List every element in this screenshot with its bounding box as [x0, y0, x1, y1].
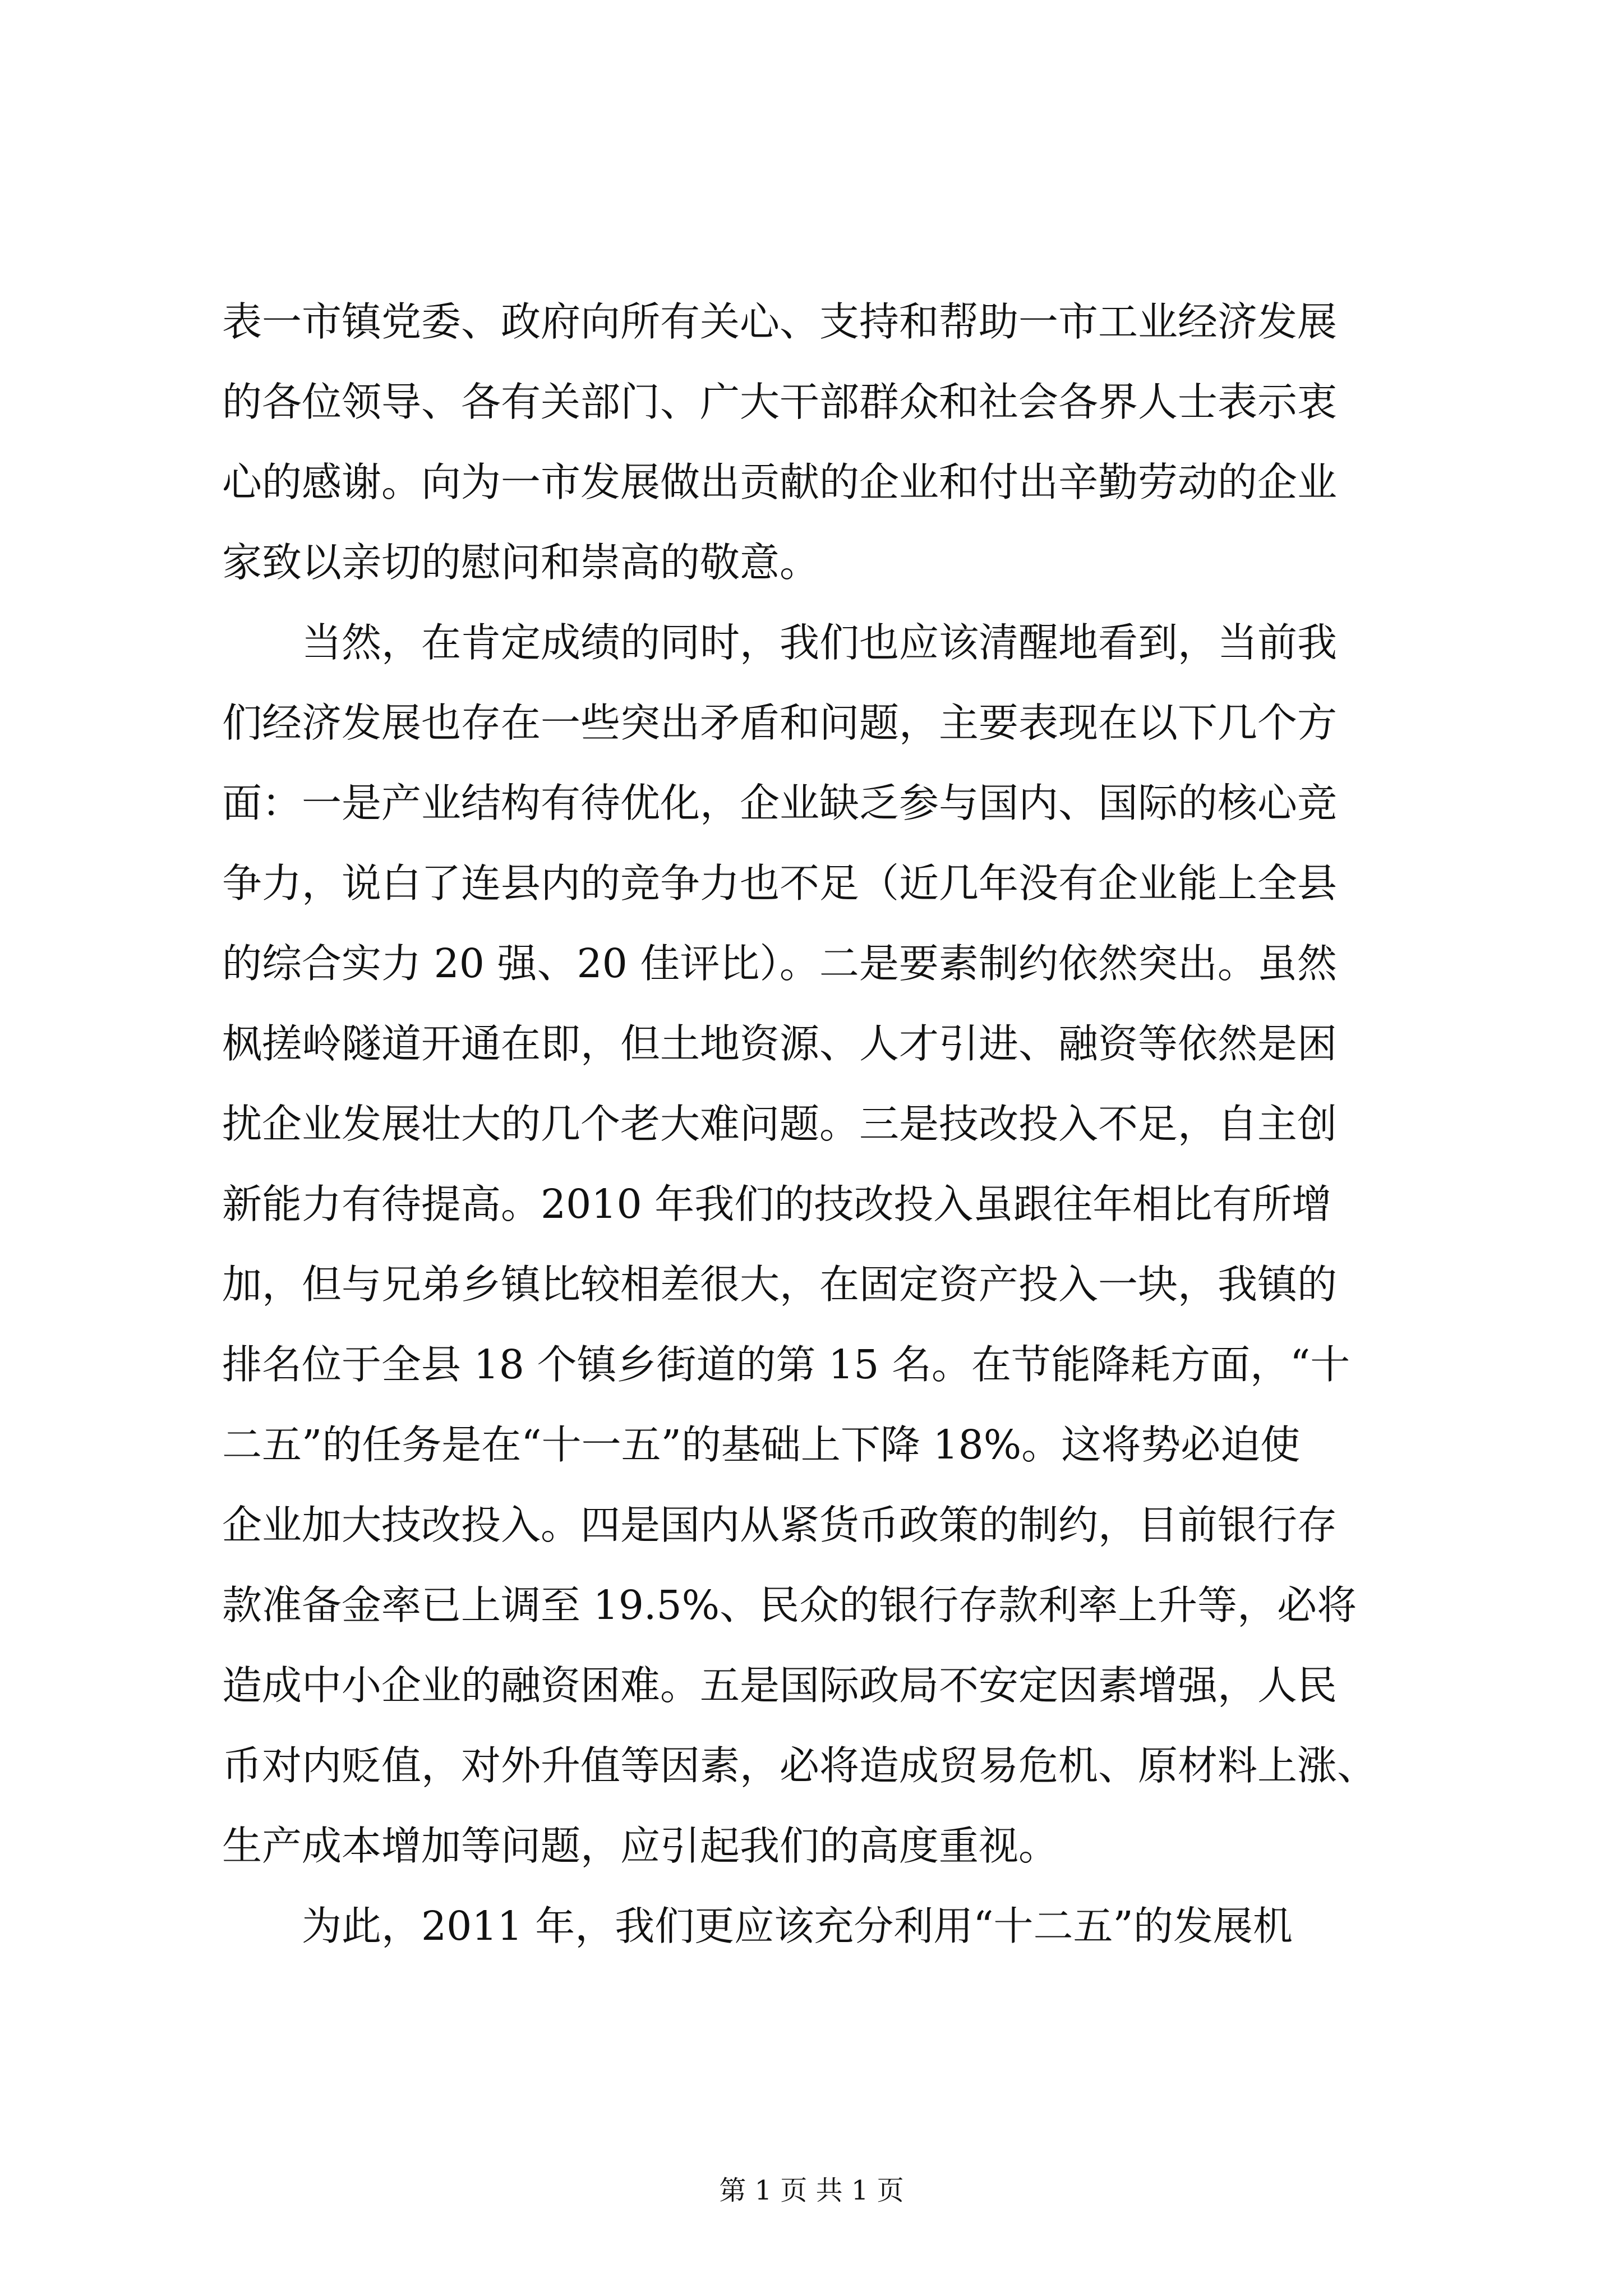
text-line: 的各位领导、各有关部门、广大干部群众和社会各界人士表示衷	[222, 379, 1338, 425]
text-line: 扰企业发展壮大的几个老大难问题。三是技改投入不足，自主创	[222, 1101, 1338, 1147]
page-footer: 第 1 页 共 1 页	[719, 2175, 904, 2206]
text-line: 的综合实力 20 强、20 佳评比）。二是要素制约依然突出。虽然	[222, 940, 1337, 987]
text-line: 心的感谢。向为一市发展做出贡献的企业和付出辛勤劳动的企业	[222, 459, 1338, 505]
text-line: 为此，2011 年，我们更应该充分利用“十二五”的发展机	[222, 1903, 1293, 1949]
text-line: 企业加大技改投入。四是国内从紧货币政策的制约，目前银行存	[222, 1502, 1338, 1548]
text-line: 面：一是产业结构有待优化，企业缺乏参与国内、国际的核心竞	[222, 780, 1338, 826]
text-line: 款准备金率已上调至 19.5%、民众的银行存款利率上升等，必将	[222, 1582, 1357, 1628]
text-line: 排名位于全县 18 个镇乡街道的第 15 名。在节能降耗方面，“十	[222, 1341, 1350, 1388]
body-text	[222, 282, 1422, 1966]
text-line: 新能力有待提高。2010 年我们的技改投入虽跟往年相比有所增	[222, 1181, 1332, 1227]
text-line: 当然，在肯定成绩的同时，我们也应该清醒地看到，当前我	[222, 619, 1338, 666]
text-line: 生产成本增加等问题，应引起我们的高度重视。	[222, 1823, 1059, 1869]
text-line: 币对内贬值，对外升值等因素，必将造成贸易危机、原材料上涨、	[222, 1742, 1377, 1789]
text-line: 枫搓岭隧道开通在即，但土地资源、人才引进、融资等依然是困	[222, 1020, 1338, 1067]
text-line: 表一市镇党委、政府向所有关心、支持和帮助一市工业经济发展	[222, 298, 1338, 345]
text-line: 造成中小企业的融资困难。五是国际政局不安定因素增强，人民	[222, 1662, 1338, 1709]
text-line: 争力，说白了连县内的竞争力也不足（近几年没有企业能上全县	[222, 860, 1338, 907]
text-line: 二五”的任务是在“十一五”的基础上下降 18%。这将势必迫使	[222, 1421, 1301, 1468]
text-line: 加，但与兄弟乡镇比较相差很大，在固定资产投入一块，我镇的	[222, 1261, 1338, 1308]
text-line: 们经济发展也存在一些突出矛盾和问题，主要表现在以下几个方	[222, 700, 1338, 746]
text-line: 家致以亲切的慰问和崇高的敬意。	[222, 539, 820, 586]
